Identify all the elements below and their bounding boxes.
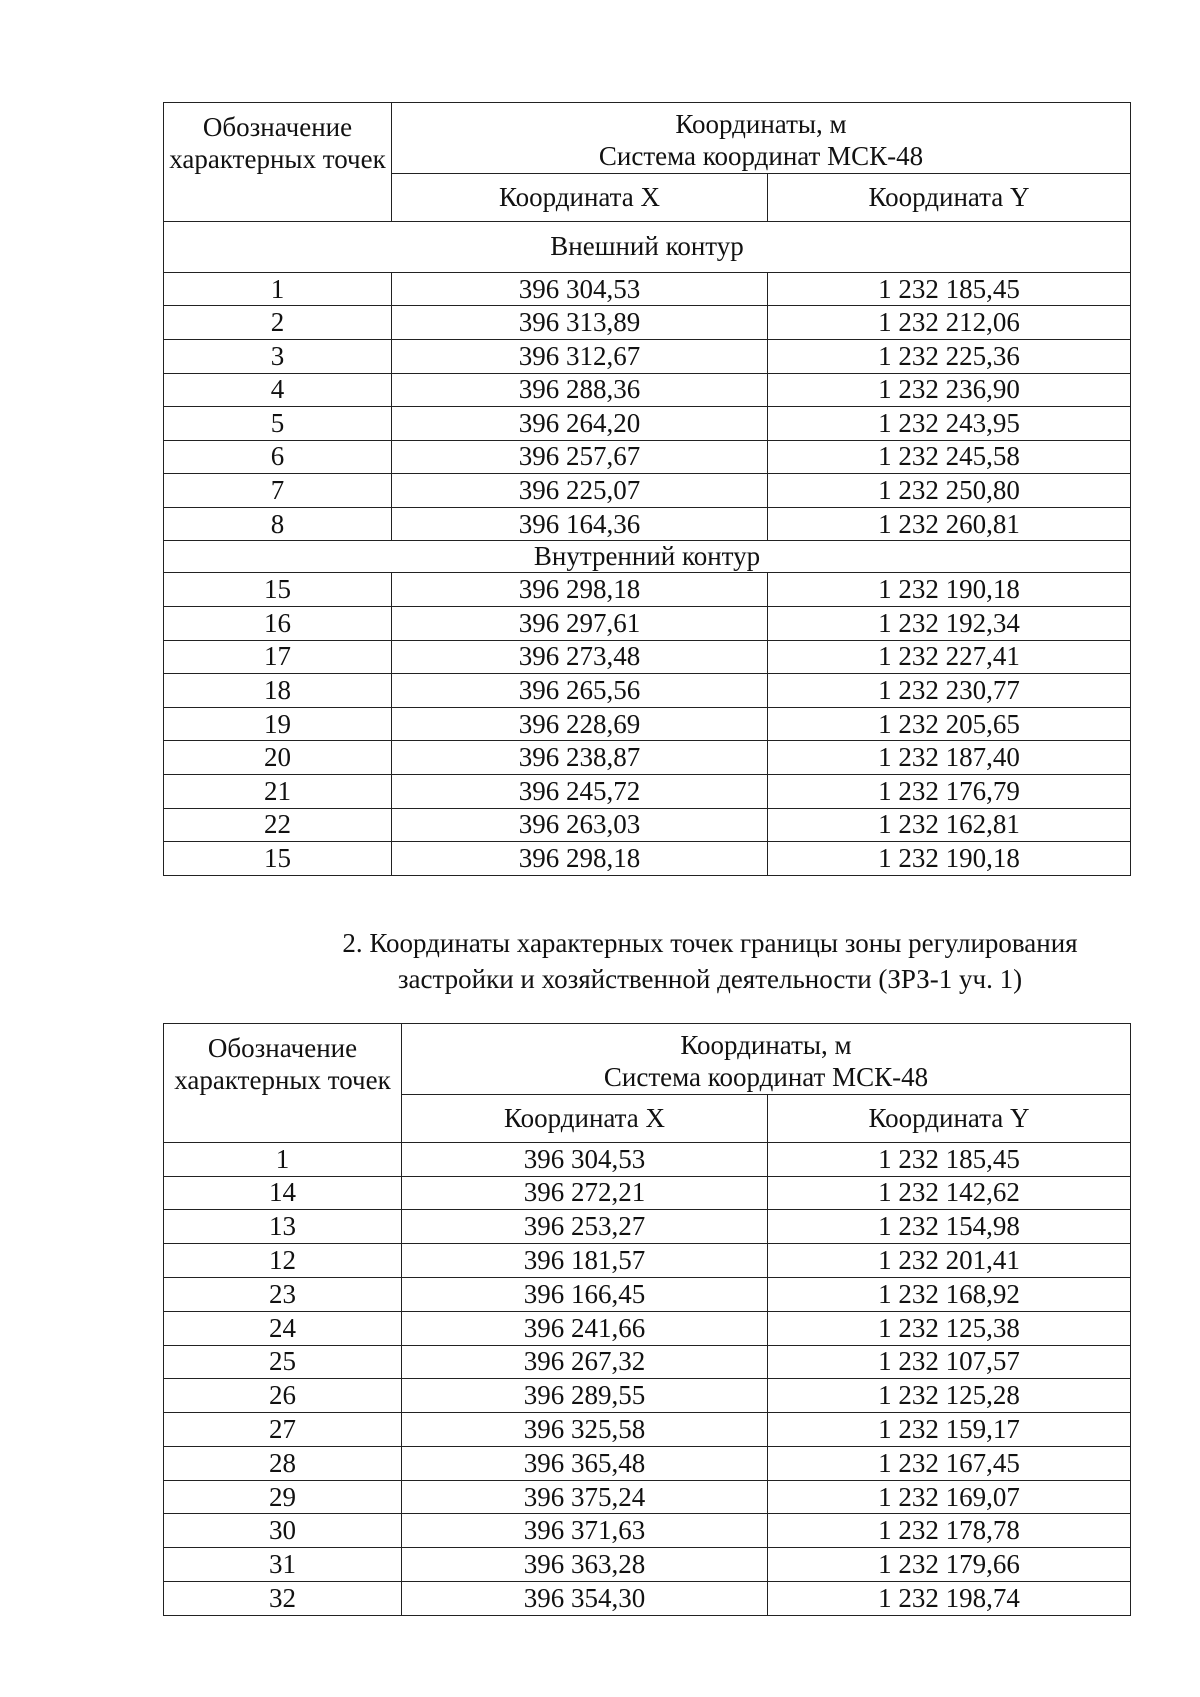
section-heading-line-1: 2. Координаты характерных точек границы зоны регулирования — [342, 928, 1078, 958]
table-row — [164, 607, 1131, 641]
header-coordinate-system: Система координат МСК-48 — [598, 140, 924, 171]
cell-coordinate-y: 1 232 178,78 — [768, 1514, 1131, 1548]
cell-coordinate-x: 396 304,53 — [402, 1142, 768, 1176]
table-row — [164, 1210, 1131, 1244]
table-row — [164, 1379, 1131, 1413]
cell-coordinate-y: 1 232 260,81 — [768, 507, 1131, 541]
section-row — [164, 221, 1131, 272]
cell-coordinate-y: 1 232 201,41 — [768, 1244, 1131, 1278]
cell-coordinate-y: 1 232 245,58 — [768, 440, 1131, 474]
cell-point: 4 — [164, 373, 392, 407]
table-row — [164, 808, 1131, 842]
cell-coordinate-x: 396 375,24 — [402, 1480, 768, 1514]
cell-point: 8 — [164, 507, 392, 541]
table-row — [164, 640, 1131, 674]
cell-point: 15 — [164, 573, 392, 607]
section-title: Внешний контур — [164, 221, 1131, 272]
cell-point: 28 — [164, 1446, 402, 1480]
cell-point: 1 — [164, 1142, 402, 1176]
cell-coordinate-x: 396 181,57 — [402, 1244, 768, 1278]
cell-coordinate-x: 396 228,69 — [392, 707, 768, 741]
cell-coordinate-y: 1 232 107,57 — [768, 1345, 1131, 1379]
header-coordinates — [402, 1024, 1131, 1095]
cell-coordinate-x: 396 225,07 — [392, 474, 768, 508]
cell-coordinate-y: 1 232 185,45 — [768, 1142, 1131, 1176]
table-row — [164, 741, 1131, 775]
cell-coordinate-x: 396 298,18 — [392, 573, 768, 607]
cell-coordinate-x: 396 363,28 — [402, 1548, 768, 1582]
cell-coordinate-y: 1 232 162,81 — [768, 808, 1131, 842]
table-row — [164, 1480, 1131, 1514]
cell-point: 22 — [164, 808, 392, 842]
cell-coordinate-x: 396 298,18 — [392, 842, 768, 876]
table-row — [164, 1277, 1131, 1311]
cell-point: 27 — [164, 1413, 402, 1447]
table-row — [164, 474, 1131, 508]
cell-point: 6 — [164, 440, 392, 474]
cell-coordinate-x: 396 238,87 — [392, 741, 768, 775]
cell-point: 16 — [164, 607, 392, 641]
cell-coordinate-y: 1 232 125,38 — [768, 1311, 1131, 1345]
cell-coordinate-x: 396 312,67 — [392, 339, 768, 373]
cell-coordinate-x: 396 288,36 — [392, 373, 768, 407]
table-row — [164, 407, 1131, 441]
table-row — [164, 707, 1131, 741]
cell-coordinate-y: 1 232 212,06 — [768, 306, 1131, 340]
table-row — [164, 440, 1131, 474]
cell-point: 23 — [164, 1277, 402, 1311]
header-point-designation: Обозначение характерных точек — [164, 1024, 402, 1143]
cell-point: 2 — [164, 306, 392, 340]
cell-coordinate-y: 1 232 154,98 — [768, 1210, 1131, 1244]
table-row — [164, 1514, 1131, 1548]
cell-coordinate-y: 1 232 230,77 — [768, 674, 1131, 708]
cell-point: 19 — [164, 707, 392, 741]
cell-point: 32 — [164, 1582, 402, 1616]
cell-coordinate-x: 396 289,55 — [402, 1379, 768, 1413]
cell-coordinate-y: 1 232 176,79 — [768, 775, 1131, 809]
header-coordinate-x: Координата X — [402, 1094, 768, 1142]
cell-point: 21 — [164, 775, 392, 809]
cell-point: 17 — [164, 640, 392, 674]
header-coordinate-x: Координата X — [392, 173, 768, 221]
cell-coordinate-x: 396 257,67 — [392, 440, 768, 474]
table-row — [164, 1176, 1131, 1210]
cell-coordinate-x: 396 253,27 — [402, 1210, 768, 1244]
header-point-designation: Обозначение характерных точек — [164, 103, 392, 222]
table-row — [164, 1446, 1131, 1480]
cell-coordinate-x: 396 354,30 — [402, 1582, 768, 1616]
table-row — [164, 1548, 1131, 1582]
cell-coordinate-x: 396 313,89 — [392, 306, 768, 340]
cell-coordinate-y: 1 232 187,40 — [768, 741, 1131, 775]
cell-point: 1 — [164, 272, 392, 306]
table-row — [164, 1244, 1131, 1278]
cell-point: 5 — [164, 407, 392, 441]
cell-coordinate-y: 1 232 205,65 — [768, 707, 1131, 741]
table-row — [164, 775, 1131, 809]
table-row — [164, 339, 1131, 373]
cell-coordinate-x: 396 304,53 — [392, 272, 768, 306]
cell-point: 15 — [164, 842, 392, 876]
section-title: Внутренний контур — [164, 541, 1131, 573]
cell-point: 12 — [164, 1244, 402, 1278]
table-row — [164, 1311, 1131, 1345]
cell-coordinate-x: 396 265,56 — [392, 674, 768, 708]
cell-coordinate-x: 396 267,32 — [402, 1345, 768, 1379]
cell-coordinate-y: 1 232 236,90 — [768, 373, 1131, 407]
cell-coordinate-x: 396 264,20 — [392, 407, 768, 441]
header-coordinates-units: Координаты, м — [675, 109, 847, 139]
cell-coordinate-y: 1 232 142,62 — [768, 1176, 1131, 1210]
table-row — [164, 842, 1131, 876]
cell-point: 20 — [164, 741, 392, 775]
cell-coordinate-y: 1 232 169,07 — [768, 1480, 1131, 1514]
cell-coordinate-y: 1 232 190,18 — [768, 573, 1131, 607]
header-coordinates — [392, 103, 1131, 174]
cell-point: 18 — [164, 674, 392, 708]
cell-point: 29 — [164, 1480, 402, 1514]
cell-coordinate-x: 396 241,66 — [402, 1311, 768, 1345]
table-1-body — [164, 103, 1131, 876]
cell-coordinate-y: 1 232 159,17 — [768, 1413, 1131, 1447]
table-row — [164, 272, 1131, 306]
cell-point: 14 — [164, 1176, 402, 1210]
table-row — [164, 1582, 1131, 1616]
section-row — [164, 541, 1131, 573]
cell-coordinate-y: 1 232 167,45 — [768, 1446, 1131, 1480]
cell-coordinate-y: 1 232 125,28 — [768, 1379, 1131, 1413]
header-coordinate-system: Система координат МСК-48 — [603, 1061, 929, 1092]
cell-coordinate-y: 1 232 243,95 — [768, 407, 1131, 441]
cell-coordinate-y: 1 232 179,66 — [768, 1548, 1131, 1582]
cell-point: 31 — [164, 1548, 402, 1582]
table-row — [164, 306, 1131, 340]
cell-coordinate-y: 1 232 168,92 — [768, 1277, 1131, 1311]
cell-coordinate-x: 396 263,03 — [392, 808, 768, 842]
table-row — [164, 1413, 1131, 1447]
cell-coordinate-y: 1 232 192,34 — [768, 607, 1131, 641]
cell-coordinate-x: 396 164,36 — [392, 507, 768, 541]
cell-coordinate-x: 396 365,48 — [402, 1446, 768, 1480]
cell-coordinate-x: 396 371,63 — [402, 1514, 768, 1548]
cell-point: 24 — [164, 1311, 402, 1345]
cell-coordinate-y: 1 232 198,74 — [768, 1582, 1131, 1616]
cell-coordinate-x: 396 325,58 — [402, 1413, 768, 1447]
cell-point: 26 — [164, 1379, 402, 1413]
section-heading — [250, 925, 1170, 997]
cell-coordinate-x: 396 273,48 — [392, 640, 768, 674]
header-coordinate-y: Координата Y — [768, 173, 1131, 221]
cell-point: 7 — [164, 474, 392, 508]
cell-point: 25 — [164, 1345, 402, 1379]
cell-coordinate-y: 1 232 227,41 — [768, 640, 1131, 674]
table-row — [164, 1142, 1131, 1176]
cell-point: 13 — [164, 1210, 402, 1244]
cell-coordinate-x: 396 272,21 — [402, 1176, 768, 1210]
cell-coordinate-y: 1 232 225,36 — [768, 339, 1131, 373]
coordinates-table-2 — [163, 1023, 1131, 1616]
cell-coordinate-x: 396 297,61 — [392, 607, 768, 641]
cell-coordinate-x: 396 245,72 — [392, 775, 768, 809]
section-heading-line-2: застройки и хозяйственной деятельности (ЗРЗ-1 уч. 1) — [397, 964, 1023, 994]
cell-coordinate-y: 1 232 185,45 — [768, 272, 1131, 306]
table-row — [164, 674, 1131, 708]
table-row — [164, 507, 1131, 541]
cell-point: 3 — [164, 339, 392, 373]
table-row — [164, 573, 1131, 607]
header-coordinates-units: Координаты, м — [680, 1030, 852, 1060]
table-row — [164, 373, 1131, 407]
cell-coordinate-x: 396 166,45 — [402, 1277, 768, 1311]
cell-point: 30 — [164, 1514, 402, 1548]
header-coordinate-y: Координата Y — [768, 1094, 1131, 1142]
cell-coordinate-y: 1 232 250,80 — [768, 474, 1131, 508]
table-2-body — [164, 1024, 1131, 1616]
coordinates-table-1 — [163, 102, 1131, 876]
table-row — [164, 1345, 1131, 1379]
cell-coordinate-y: 1 232 190,18 — [768, 842, 1131, 876]
